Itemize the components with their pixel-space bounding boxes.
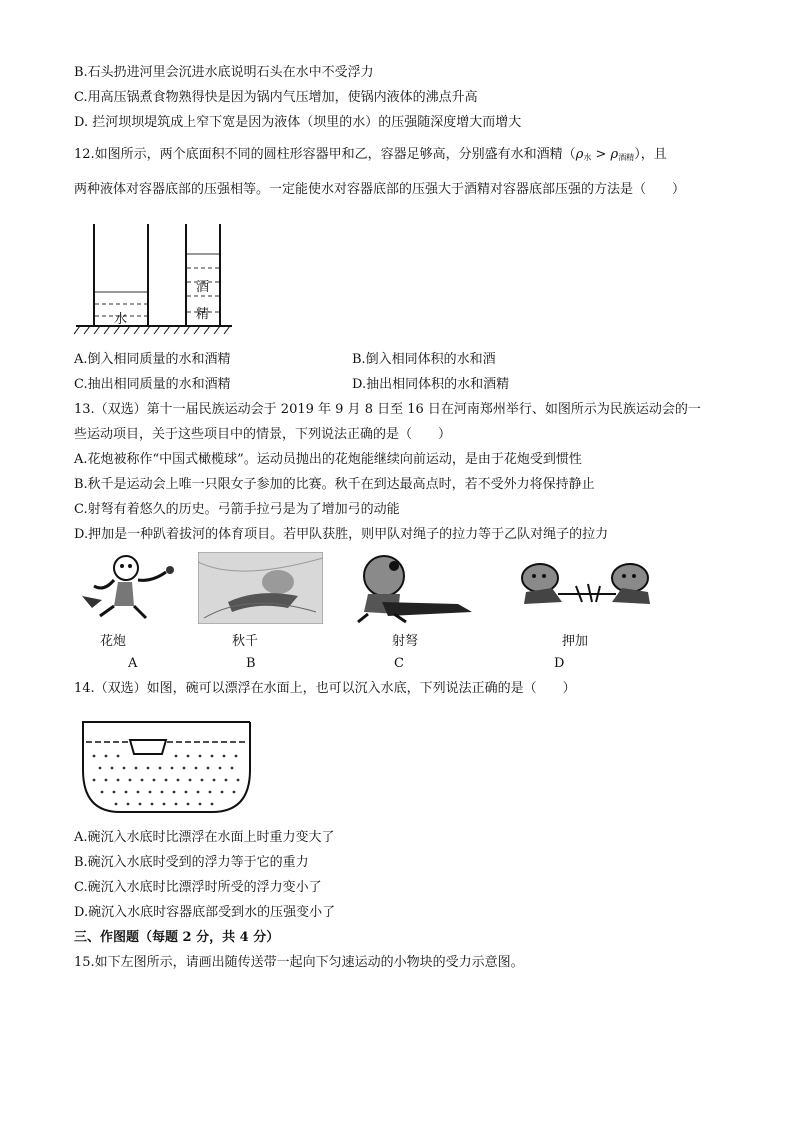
q15-stem: 15.如下左图所示，请画出随传送带一起向下匀速运动的小物块的受力示意图。 bbox=[74, 955, 524, 970]
q12-container-figure bbox=[74, 220, 244, 340]
q12-stem-line2: 两种液体对容器底部的压强相等。一定能使水对容器底部的压强大于酒精对容器底部压强的方法是（ ） bbox=[74, 182, 686, 197]
rho-water: $\rho_水$ bbox=[575, 147, 592, 162]
image-letter-c: C bbox=[394, 656, 404, 671]
q14-option-a: A.碗沉入水底时比漂浮在水面上时重力变大了 bbox=[74, 830, 335, 845]
huapao-image bbox=[74, 552, 184, 624]
image-letter-a: A bbox=[128, 656, 138, 671]
q14-bowl-figure bbox=[80, 720, 260, 820]
qiuqian-image bbox=[198, 552, 323, 624]
qiuqian-caption: 秋千 bbox=[232, 634, 259, 649]
image-letter-b: B bbox=[246, 656, 256, 671]
q14-option-b: B.碗沉入水底时受到的浮力等于它的重力 bbox=[74, 855, 309, 870]
q13-option-a: A.花炮被称作“中国式橄榄球”。运动员抛出的花炮能继续向前运动，是由于花炮受到惯性 bbox=[74, 452, 582, 467]
shenu-caption: 射弩 bbox=[392, 634, 419, 649]
yajia-image bbox=[512, 552, 662, 624]
water-label: 水 bbox=[114, 312, 128, 327]
q11-option-c: C.用高压锅煮食物熟得快是因为锅内气压增加，使锅内液体的沸点升高 bbox=[74, 90, 478, 105]
q12-stem-line1: 12.如图所示，两个底面积不同的圆柱形容器甲和乙，容器足够高，分别盛有水和酒精$(\rho_水 > \rho_{酒精})$，且 bbox=[74, 147, 667, 162]
q13-stem-line1: 13.（双选）第十一届民族运动会于 2019 年 9 月 8 日至 16 日在河南郑州举行、如图所示为民族运动会的一 bbox=[74, 402, 701, 417]
q13-option-b: B.秋千是运动会上唯一只限女子参加的比赛。秋千在到达最高点时，若不受外力将保持静止 bbox=[74, 477, 595, 492]
q13-option-d: D.押加是一种趴着拔河的体育项目。若甲队获胜，则甲队对绳子的拉力等于乙队对绳子的拉力 bbox=[74, 527, 609, 542]
q12-option-d: D.抽出相同体积的水和酒精 bbox=[352, 377, 510, 392]
q11-option-b: B.石头扔进河里会沉进水底说明石头在水中不受浮力 bbox=[74, 65, 374, 80]
q12-option-c: C.抽出相同质量的水和酒精 bbox=[74, 377, 231, 392]
q13-stem-line2: 些运动项目，关于这些项目中的情景，下列说法正确的是（ ） bbox=[74, 427, 452, 442]
q14-option-c: C.碗沉入水底时比漂浮时所受的浮力变小了 bbox=[74, 880, 322, 895]
section-3-title: 三、作图题（每题 2 分，共 4 分） bbox=[74, 930, 280, 945]
rho-alcohol: $\rho_{酒精}$ bbox=[610, 147, 635, 162]
q14-stem: 14.（双选）如图，碗可以漂浮在水面上，也可以沉入水底，下列说法正确的是（ ） bbox=[74, 681, 576, 696]
shenu-image bbox=[348, 552, 478, 624]
q14-option-d: D.碗沉入水底时容器底部受到水的压强变小了 bbox=[74, 905, 336, 920]
q12-option-a: A.倒入相同质量的水和酒精 bbox=[74, 352, 231, 367]
alcohol-label-top: 酒 bbox=[196, 280, 210, 295]
yajia-caption: 押加 bbox=[562, 634, 589, 649]
huapao-caption: 花炮 bbox=[100, 634, 127, 649]
q12-option-b: B.倒入相同体积的水和酒 bbox=[352, 352, 496, 367]
q13-option-c: C.射弩有着悠久的历史。弓箭手拉弓是为了增加弓的动能 bbox=[74, 502, 400, 517]
alcohol-label-bottom: 精 bbox=[196, 307, 210, 322]
image-letter-d: D bbox=[554, 656, 565, 671]
q11-option-d: D. 拦河坝坝堤筑成上窄下宽是因为液体（坝里的水）的压强随深度增大而增大 bbox=[74, 115, 522, 130]
